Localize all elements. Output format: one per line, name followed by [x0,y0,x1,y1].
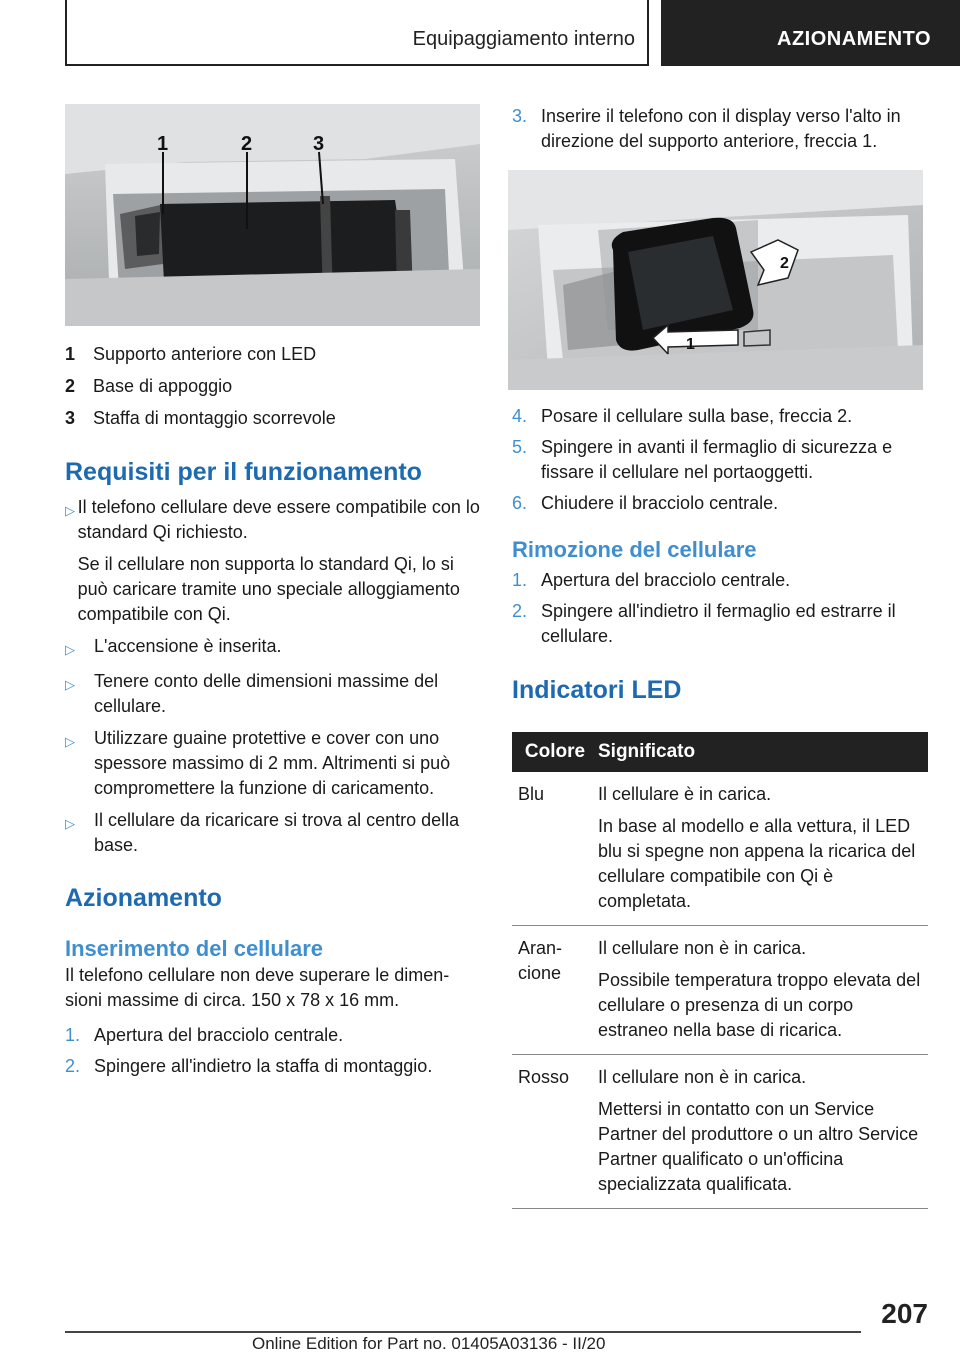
header-chapter-box [661,0,960,66]
led-header-significato: Significato [598,741,696,762]
led-meaning-line: Il cellulare non è in carica. [598,1067,807,1087]
legend-number: 1 [65,344,76,364]
step-number: 4. [512,406,528,426]
step-item [512,104,928,154]
step-text: Spingere in avanti il fermaglio di sicurezza e fissare il cellulare nel portaoggetti. [541,437,893,482]
step-number: 5. [512,437,528,457]
figure2-arrow-label-1: 1 [686,336,695,353]
right-column-top [512,104,928,154]
led-meaning-cell [598,936,928,1043]
step-item [512,491,928,516]
led-meaning-line: Possibile temperatura troppo elevata del cellulare o presenza di un corpo estraneo nella base di ricarica. [598,970,921,1040]
header-section-title: Equipaggiamento interno [412,28,635,50]
figure-charging-tray [65,104,480,326]
step-number: 6. [512,493,528,513]
page-number: 207 [881,1298,928,1329]
step-text: Spingere all'indietro la staffa di montaggio. [94,1056,433,1076]
legend-number: 3 [65,408,76,428]
led-meaning-line: Mettersi in contatto con un Service Partner del produttore o un altro Service Partner qualificato o un'officina specializzata qualificata. [598,1099,919,1194]
intro-paragraph: Il telefono cellulare non deve superare le dimensioni massime di circa. 150 x 78 x 16 mm. [65,965,450,1010]
step-text: Inserire il telefono con il display verso l'alto in direzione del supporto anteriore, freccia 1. [541,106,901,151]
triangle-bullet-icon: ▷ [65,677,75,692]
led-meaning-cell [598,782,928,914]
step-number: 1. [512,570,528,590]
triangle-bullet-icon: ▷ [65,816,75,831]
legend-text: Supporto anteriore con LED [93,344,317,364]
header-chapter-title: AZIONAMENTO [777,28,932,50]
heading-azionamento: Azionamento [65,884,222,912]
bullet-item [65,669,480,719]
header-section-box [65,0,649,66]
led-color-cell: Blu [518,784,545,804]
step-item [512,599,928,649]
footer-divider [65,1331,861,1333]
bullet-item [65,634,480,662]
step-number: 3. [512,106,528,126]
figure-charging-tray-drawing [65,104,480,326]
legend-item [65,402,480,434]
step-number: 2. [65,1056,81,1076]
table-row [512,772,928,926]
legend-number: 2 [65,376,76,396]
led-color-cell: Rosso [518,1067,570,1087]
led-meaning-line: Il cellulare è in carica. [598,784,772,804]
legend-text: Staffa di montaggio scorrevole [93,408,336,428]
step-text: Posare il cellulare sulla base, freccia 2. [541,406,853,426]
left-column [65,338,480,1079]
step-item [65,1054,480,1079]
table-row [512,926,928,1055]
bullet-item [65,808,480,858]
figure1-callout-2: 2 [241,133,253,155]
bullet-text: Il telefono cellulare deve essere compatibile con lo standard Qi richiesto. [77,497,480,542]
footer-edition: Online Edition for Part no. 01405A03136 - II/20 [252,1334,606,1353]
bullet-text: Tenere conto delle dimensioni massime del cellulare. [94,671,439,716]
triangle-bullet-icon: ▷ [65,734,75,749]
step-text: Chiudere il bracciolo centrale. [541,493,779,513]
step-text: Apertura del bracciolo centrale. [541,570,791,590]
figure1-callout-1: 1 [157,133,169,155]
step-item [512,568,928,593]
step-item [512,435,928,485]
led-meaning-cell [598,1065,928,1197]
step-text: Spingere all'indietro il fermaglio ed estrarre il cellulare. [541,601,896,646]
led-table-header [512,732,928,772]
bullet-text: L'accensione è inserita. [94,636,282,656]
legend-item [65,370,480,402]
bullet-item [65,495,480,627]
figure-phone-insertion-drawing [508,170,923,390]
figure1-callout-3: 3 [313,133,325,155]
subheading-rimozione: Rimozione del cellulare [512,537,757,562]
led-header-colore: Colore [524,741,586,762]
figure-phone-insertion [508,170,923,390]
heading-requisiti: Requisiti per il funzionamento [65,458,422,486]
figure2-arrow-label-2: 2 [780,255,789,272]
led-color-cell: Arancione [518,938,563,983]
led-meaning-line: In base al modello e alla vettura, il LED blu si spegne non appena la ricarica del cellulare compatibile con Qi è completata. [598,816,916,911]
legend-text: Base di appoggio [93,376,233,396]
bullet-text: Utilizzare guaine protettive e cover con uno spessore massimo di 2 mm. Altrimenti si può compromettere la funzione di caricamento. [94,728,451,798]
step-number: 1. [65,1025,81,1045]
heading-indicatori-led: Indicatori LED [512,676,682,704]
bullet-note: Se il cellulare non supporta lo standard Qi, lo si può caricare tramite uno speciale alloggiamento compatibile con Qi. [77,554,460,624]
led-meaning-line: Il cellulare non è in carica. [598,938,807,958]
subheading-inserimento: Inserimento del cellulare [65,936,323,961]
legend-item [65,338,480,370]
step-item [512,404,928,429]
led-table [512,732,928,1209]
step-number: 2. [512,601,528,621]
step-item [65,1023,480,1048]
bullet-item [65,726,480,801]
table-row [512,1055,928,1209]
triangle-bullet-icon: ▷ [65,642,75,657]
bullet-text: Il cellulare da ricaricare si trova al centro della base. [94,810,460,855]
right-column-bottom [512,404,928,705]
step-text: Apertura del bracciolo centrale. [94,1025,344,1045]
triangle-bullet-icon: ▷ [65,503,75,518]
